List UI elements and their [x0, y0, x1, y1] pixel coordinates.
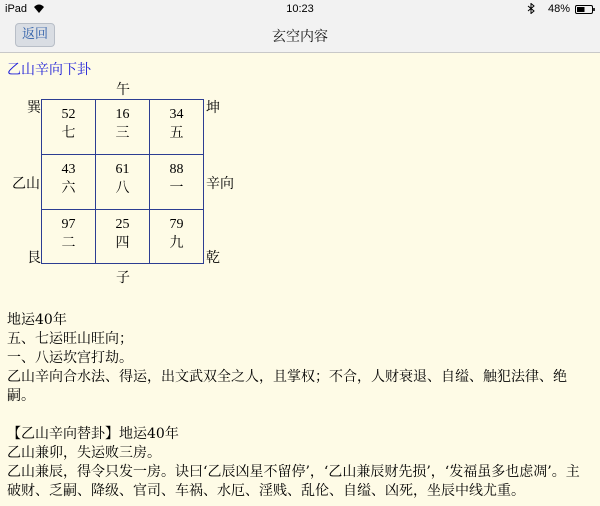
text-line: 乙山兼卯，失运败三房。 [7, 445, 161, 461]
text-line: 五、七运旺山旺向； [7, 331, 133, 347]
device-name: iPad [5, 3, 28, 15]
palace-yun: 六 [61, 180, 76, 196]
palace-cell [150, 100, 204, 155]
gua-title: 乙山辛向下卦 [7, 62, 91, 78]
palace-yun: 七 [61, 125, 76, 141]
palace-stars: 52 [61, 107, 76, 122]
palace-cell [42, 100, 96, 155]
palace-stars: 88 [169, 162, 184, 177]
direction-left: 乙山 [12, 176, 40, 192]
battery-icon [575, 5, 595, 14]
palace-stars: 97 [61, 217, 76, 232]
direction-top-left: 巽 [27, 100, 41, 116]
palace-yun: 八 [115, 180, 130, 196]
text-paragraph: 乙山兼辰，得令只发一房。诀曰‘乙辰凶星不留停’，‘乙山兼辰财先损’，‘发福虽多也虑凋’。主破财、乏嗣、降级、官司、车祸、水厄、淫贱、乱伦、自缢、凶死，坐辰中线尤重。 [7, 464, 580, 499]
flying-star-chart [0, 52, 300, 302]
text-line: 地运40年 [7, 312, 67, 328]
direction-bottom-right: 乾 [206, 250, 220, 266]
status-time: 10:23 [286, 3, 314, 15]
back-button[interactable]: 返回 [15, 23, 55, 47]
palace-cell [96, 210, 150, 264]
page-title: 玄空内容 [272, 29, 328, 45]
battery-percent: 48% [547, 3, 570, 15]
text-paragraph: 乙山辛向合水法、得运，出文武双全之人，且掌权；不合，人财衰退、自缢、触犯法律、绝嗣。 [7, 369, 567, 404]
nav-bar [0, 18, 600, 53]
palace-stars: 25 [115, 217, 130, 232]
palace-yun: 四 [115, 235, 130, 251]
palace-cell [96, 100, 150, 155]
text-line: 一、八运坎宫打劫。 [7, 350, 133, 366]
palace-grid [41, 99, 204, 264]
palace-cell [42, 155, 96, 210]
palace-cell [150, 155, 204, 210]
direction-bottom: 子 [116, 270, 130, 286]
direction-bottom-left: 艮 [27, 250, 41, 266]
palace-stars: 34 [169, 107, 184, 122]
palace-yun: 三 [115, 125, 130, 141]
direction-top-right: 坤 [206, 100, 220, 116]
palace-yun: 九 [169, 235, 184, 251]
content-area[interactable] [0, 52, 600, 506]
palace-cell [150, 210, 204, 264]
text-line: 【乙山辛向替卦】地运40年 [7, 426, 179, 442]
direction-right: 辛向 [206, 176, 234, 192]
palace-cell [42, 210, 96, 264]
status-bar [0, 0, 600, 18]
palace-yun: 五 [169, 125, 184, 141]
direction-top: 午 [116, 82, 130, 98]
palace-stars: 43 [61, 162, 76, 177]
palace-stars: 16 [115, 107, 130, 122]
palace-yun: 二 [61, 235, 76, 251]
palace-stars: 61 [115, 162, 130, 177]
palace-stars: 79 [169, 217, 184, 232]
bluetooth-icon [527, 3, 535, 14]
palace-yun: 一 [169, 180, 184, 196]
palace-cell [96, 155, 150, 210]
